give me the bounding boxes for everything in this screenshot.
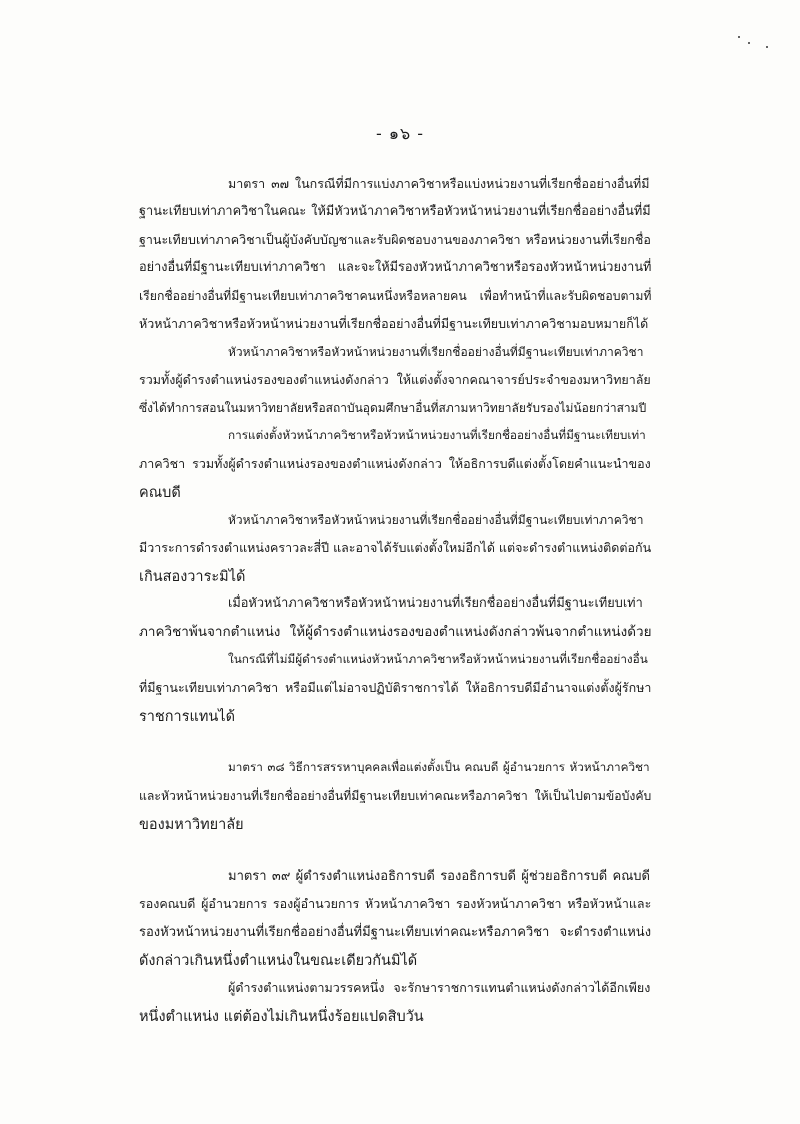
text-line: เรียกชื่ออย่างอื่นที่มีฐานะเทียบเท่าภาควิชาคนหนึ่งหรือหลายคน เพื่อทำหน้าที่และรับผิดชอบตามที่ bbox=[139, 289, 652, 303]
text-line: มาตรา ๓๘ วิธีการสรรหาบุคคลเพื่อแต่งตั้งเป็น คณบดี ผู้อำนวยการ หัวหน้าภาควิชา bbox=[228, 760, 650, 774]
text-line: รวมทั้งผู้ดำรงตำแหน่งรองของตำแหน่งดังกล่าว ให้แต่งตั้งจากคณาจารย์ประจำของมหาวิทยาลัย bbox=[139, 372, 651, 387]
text-line: เกินสองวาระมิได้ bbox=[139, 569, 246, 585]
text-line: เมื่อหัวหน้าภาควิชาหรือหัวหน้าหน่วยงานที่เรียกชื่ออย่างอื่นที่มีฐานะเทียบเท่า bbox=[228, 596, 643, 611]
text-line: ที่มีฐานะเทียบเท่าภาควิชา หรือมีแต่ไม่อาจปฏิบัติราชการได้ ให้อธิการบดีมีอำนาจแต่งตั้งผู้รักษา bbox=[139, 680, 652, 695]
text-line: ภาควิชา รวมทั้งผู้ดำรงตำแหน่งรองของตำแหน่งดังกล่าว ให้อธิการบดีแต่งตั้งโดยคำแนะนำของ bbox=[139, 456, 651, 471]
text-line: รองหัวหน้าหน่วยงานที่เรียกชื่ออย่างอื่นที่มีฐานะเทียบเท่าคณะหรือภาควิชา จะดำรงตำแหน่ง bbox=[139, 925, 652, 940]
text-line: ของมหาวิทยาลัย bbox=[139, 817, 244, 833]
text-line: หัวหน้าภาควิชาหรือหัวหน้าหน่วยงานที่เรียกชื่ออย่างอื่นที่มีฐานะเทียบเท่าภาควิชา bbox=[228, 345, 644, 359]
text-line: หัวหน้าภาควิชาหรือหัวหน้าหน่วยงานที่เรียกชื่ออย่างอื่นที่มีฐานะเทียบเท่าภาควิชา bbox=[228, 513, 644, 527]
scan-speck bbox=[738, 36, 740, 38]
text-line: รองคณบดี ผู้อำนวยการ รองผู้อำนวยการ หัวหน้าภาควิชา รองหัวหน้าภาควิชา หรือหัวหน้าและ bbox=[139, 896, 652, 911]
text-line: ฐานะเทียบเท่าภาควิชาเป็นผู้บังคับบัญชาและรับผิดชอบงานของภาควิชา หรือหน่วยงานที่เรียกชื่อ bbox=[139, 232, 651, 247]
text-line: ฐานะเทียบเท่าภาควิชาในคณะ ให้มีหัวหน้าภาควิชาหรือหัวหน้าหน่วยงานที่เรียกชื่ออย่างอื่นที่มี bbox=[139, 204, 651, 219]
text-line: ซึ่งได้ทำการสอนในมหาวิทยาลัยหรือสถาบันอุดมศึกษาอื่นที่สภามหาวิทยาลัยรับรองไม่น้อยกว่าสามปี bbox=[139, 401, 647, 415]
scan-speck bbox=[748, 42, 750, 44]
text-line: การแต่งตั้งหัวหน้าภาควิชาหรือหัวหน้าหน่วยงานที่เรียกชื่ออย่างอื่นที่มีฐานะเทียบเท่า bbox=[228, 428, 646, 442]
text-line: ผู้ดำรงตำแหน่งตามวรรคหนึ่ง จะรักษาราชการแทนตำแหน่งดังกล่าวได้อีกเพียง bbox=[228, 980, 651, 995]
text-line: ดังกล่าวเกินหนึ่งตำแหน่งในขณะเดียวกันมิได้ bbox=[139, 953, 418, 969]
text-line: มาตรา ๓๗ ในกรณีที่มีการแบ่งภาควิชาหรือแบ่งหน่วยงานที่เรียกชื่ออย่างอื่นที่มี bbox=[228, 176, 650, 191]
scan-speck bbox=[766, 46, 768, 48]
text-line: คณบดี bbox=[139, 485, 181, 501]
text-line: มาตรา ๓๙ ผู้ดำรงตำแหน่งอธิการบดี รองอธิการบดี ผู้ช่วยอธิการบดี คณบดี bbox=[228, 869, 650, 884]
text-line: ภาควิชาพ้นจากตำแหน่ง ให้ผู้ดำรงตำแหน่งรองของตำแหน่งดังกล่าวพ้นจากตำแหน่งด้วย bbox=[139, 624, 652, 640]
text-line: หนึ่งตำแหน่ง แต่ต้องไม่เกินหนึ่งร้อยแปดสิบวัน bbox=[139, 1009, 424, 1025]
text-line: และหัวหน้าหน่วยงานที่เรียกชื่ออย่างอื่นที่มีฐานะเทียบเท่าคณะหรือภาควิชา ให้เป็นไปตามข้อบังคับ bbox=[139, 789, 652, 803]
text-line: หัวหน้าภาควิชาหรือหัวหน้าหน่วยงานที่เรียกชื่ออย่างอื่นที่มีฐานะเทียบเท่าภาควิชามอบหมายก็ได้ bbox=[139, 316, 649, 331]
text-line: ในกรณีที่ไม่มีผู้ดำรงตำแหน่งหัวหน้าภาควิชาหรือหัวหน้าหน่วยงานที่เรียกชื่ออย่างอื่น bbox=[228, 652, 648, 666]
text-line: มีวาระการดำรงตำแหน่งคราวละสี่ปี และอาจได้รับแต่งตั้งใหม่อีกได้ แต่จะดำรงตำแหน่งติดต่อกัน bbox=[139, 540, 652, 555]
text-line: ราชการแทนได้ bbox=[139, 709, 236, 725]
text-line: อย่างอื่นที่มีฐานะเทียบเท่าภาควิชา และจะให้มีรองหัวหน้าภาควิชาหรือรองหัวหน้าหน่วยงานที่ bbox=[139, 260, 652, 275]
page-number: - ๑๖ - bbox=[375, 124, 425, 143]
